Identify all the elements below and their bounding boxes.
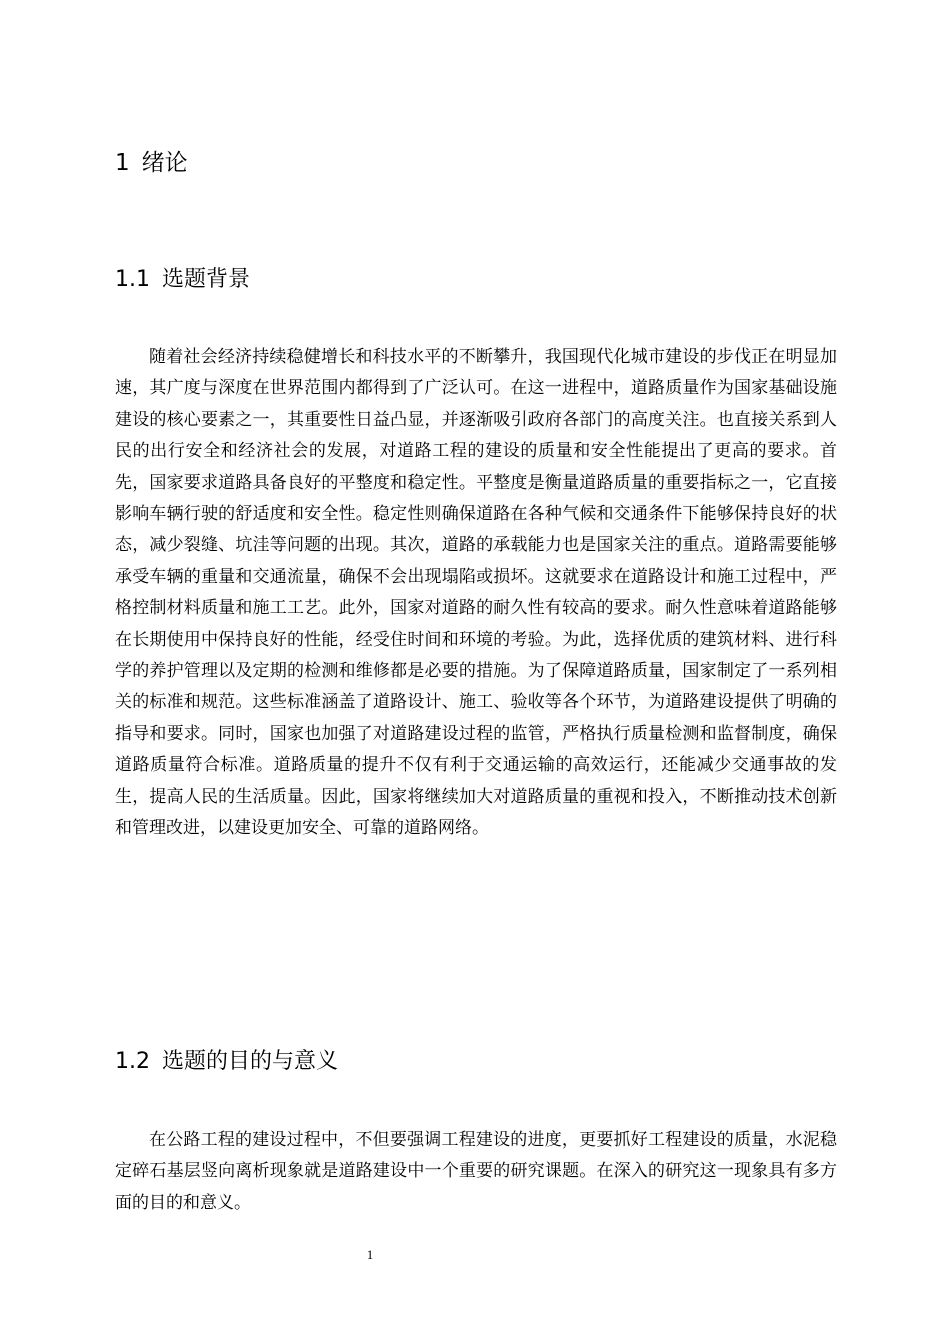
section-number: 1.1	[115, 267, 150, 292]
chapter-title: 绪论	[141, 150, 188, 176]
section-heading-1-2	[115, 1047, 338, 1077]
section-title: 选题背景	[162, 267, 251, 292]
chapter-heading	[115, 148, 188, 178]
section-paragraph-1-1: 随着社会经济持续稳健增长和科技水平的不断攀升，我国现代化城市建设的步伐正在明显加速，其广度与深度在世界范围内都得到了广泛认可。在这一进程中，道路质量作为国家基础设施建设的核心要素之一，其重要性日益凸显，并逐渐吸引政府各部门的高度关注。也直接关系到人民的出行安全和经济社会的发展，对道路工程的建设的质量和安全性能提出了更高的要求。首先，国家要求道路具备良好的平整度和稳定性。平整度是衡量道路质量的重要指标之一，它直接影响车辆行驶的舒适度和安全性。稳定性则确保道路在各种气候和交通条件下能够保持良好的状态，减少裂缝、坑洼等问题的出现。其次，道路的承载能力也是国家关注的重点。道路需要能够承受车辆的重量和交通流量，确保不会出现塌陷或损坏。这就要求在道路设计和施工过程中，严格控制材料质量和施工工艺。此外，国家对道路的耐久性有较高的要求。耐久性意味着道路能够在长期使用中保持良好的性能，经受住时间和环境的考验。为此，选择优质的建筑材料、进行科学的养护管理以及定期的检测和维修都是必要的措施。为了保障道路质量，国家制定了一系列相关的标准和规范。这些标准涵盖了道路设计、施工、验收等各个环节，为道路建设提供了明确的指导和要求。同时，国家也加强了对道路建设过程的监管，严格执行质量检测和监督制度，确保道路质量符合标准。道路质量的提升不仅有利于交通运输的高效运行，还能减少交通事故的发生，提高人民的生活质量。因此，国家将继续加大对道路质量的重视和投入，不断推动技术创新和管理改进，以建设更加安全、可靠的道路网络。	[115, 347, 837, 839]
section-title: 选题的目的与意义	[162, 1049, 339, 1074]
section-paragraph-1-2: 在公路工程的建设过程中，不但要强调工程建设的进度，更要抓好工程建设的质量，水泥稳定碎石基层竖向离析现象就是道路建设中一个重要的研究课题。在深入的研究这一现象具有多方面的目的和意义。	[115, 1130, 837, 1213]
section-heading-1-1	[115, 265, 250, 295]
chapter-number: 1	[115, 150, 130, 176]
page-number: 1	[366, 1247, 374, 1262]
section-number: 1.2	[115, 1049, 150, 1074]
